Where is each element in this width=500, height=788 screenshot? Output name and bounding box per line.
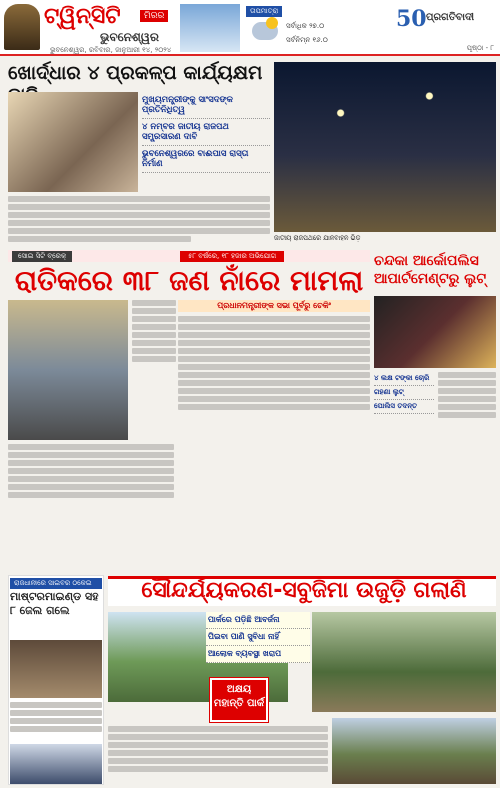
seized-items-photo — [10, 640, 102, 698]
bottom-bullet: ପାର୍କରେ ପଡ଼ିଛି ଆବର୍ଜନା — [206, 612, 310, 629]
top-headline: ଖୋର୍ଦ୍ଧାର ୪ ପ୍ରକଳ୍ପ କାର୍ଯ୍ୟକ୍ଷମ — [8, 62, 263, 84]
brand-tag: ମିରର — [140, 10, 168, 22]
left-box-headline: ମାଷ୍ଟରମାଇଣ୍ଡ ସହ ୮ ଜେଲ ଗଲେ — [10, 590, 99, 617]
weather-box — [246, 6, 366, 50]
night-traffic-photo — [274, 62, 496, 232]
main-subhead: ପ୍ରଧାନମନ୍ତ୍ରୀଙ୍କ ସଭା ପୂର୍ବରୁ ଚେକିଂ — [178, 300, 370, 312]
top-bullet: ଭୁବନେଶ୍ୱରରେ ବାଈପାସ ରାସ୍ତା ନିର୍ମାଣ — [142, 146, 270, 173]
top-bullet: ୪ ନମ୍ବର ଜାତୀୟ ରାଜପଥ ସମ୍ପ୍ରସାରଣ ଦାବି — [142, 119, 270, 146]
masthead — [0, 0, 500, 56]
top-story-body — [8, 196, 270, 246]
main-story-body-left — [8, 444, 174, 570]
side-story-body — [438, 372, 496, 570]
weather-max: ସର୍ବାଧିକ ୨୭.୦ — [286, 22, 325, 30]
main-headline: ରାତିକରେ ୩୮ ଜଣ ନାଁରେ ମାମଲା — [14, 264, 364, 297]
park-photo-3 — [332, 718, 496, 784]
left-box-body — [10, 702, 102, 742]
accused-group-photo — [10, 744, 102, 784]
side-bullet: ୪ ଲକ୍ଷ ଟଙ୍କା ଚୋରି — [374, 372, 434, 386]
bottom-bullets — [206, 612, 310, 663]
anniversary-logo: 50 — [396, 6, 427, 32]
paper-name: ପ୍ରଗତିବାଦୀ — [426, 12, 475, 23]
bottom-bullet: ଆଲୋକ ବ୍ୟବସ୍ଥା ଖରାପ — [206, 646, 310, 663]
weather-title: ତାପମାତ୍ରା — [246, 6, 282, 17]
side-bullet: ପୋଲିସ ତଦନ୍ତ — [374, 400, 434, 414]
city-skyline-image — [180, 4, 240, 52]
side-bullets — [374, 372, 434, 414]
dateline: ଭୁବନେଶ୍ୱର, ରବିବାର, ଜାନୁଆରୀ ୧୪, ୨୦୨୪ — [50, 46, 172, 54]
page-number: ପୃଷ୍ଠା - ୮ — [466, 44, 494, 52]
night-photo-caption: ଜାତୀୟ ରାଜପଥରେ ଯାନବାହନ ଭିଡ଼ — [274, 234, 361, 242]
meeting-photo — [8, 92, 138, 192]
side-headline: ଚନ୍ଦକା ଆର୍କୋପଲିସ ଆପାର୍ଟମେଣ୍ଟରୁ ଲୁଟ୍ — [374, 253, 487, 287]
top-bullets — [142, 92, 270, 173]
police-photo — [8, 300, 128, 440]
bottom-headline: ସୌନ୍ଦର୍ଯ୍ୟକରଣ-ସବୁଜିମା ଉଜୁଡ଼ି ଗଲାଣି — [141, 578, 467, 603]
jewellery-photo — [374, 296, 496, 368]
cloud-sun-icon — [252, 22, 278, 40]
left-box-tag: ରାଜଧାନୀରେ ସାଇବର ଠକେଇ — [10, 578, 102, 589]
bottom-bullet: ପିଇବା ପାଣି ସୁବିଧା ନାହିଁ — [206, 629, 310, 646]
top-bullet: ମୁଖ୍ୟମନ୍ତ୍ରୀଙ୍କୁ ସାଂସଦଙ୍କ ପ୍ରତିନିଧିତ୍ୱ — [142, 92, 270, 119]
side-bullet: ଗହଣା ଲୁଟ୍ — [374, 386, 434, 400]
bottom-story-body — [108, 726, 328, 784]
brand-city: ଭୁବନେଶ୍ୱର — [100, 30, 159, 44]
band-label-left: ସୋଇ ସିଟି ବ୍ରେକ୍ — [12, 251, 72, 262]
park-name-badge: ଅକ୍ଷୟ ମହାନ୍ତି ପାର୍କ — [210, 678, 268, 722]
temple-logo-icon — [4, 4, 40, 50]
park-photo-2 — [312, 612, 496, 712]
weather-min: ସର୍ବନିମ୍ନ ୧୬.୦ — [286, 36, 328, 44]
main-story-body — [178, 316, 370, 570]
brand-title: ଟ୍ୱିନ୍‌ସିଟି — [44, 4, 121, 29]
band-label-mid: ୫୮ ବର୍ଷରେ, ୧୮ ହଜାର ଅଭିଯୋଗ — [180, 251, 284, 262]
